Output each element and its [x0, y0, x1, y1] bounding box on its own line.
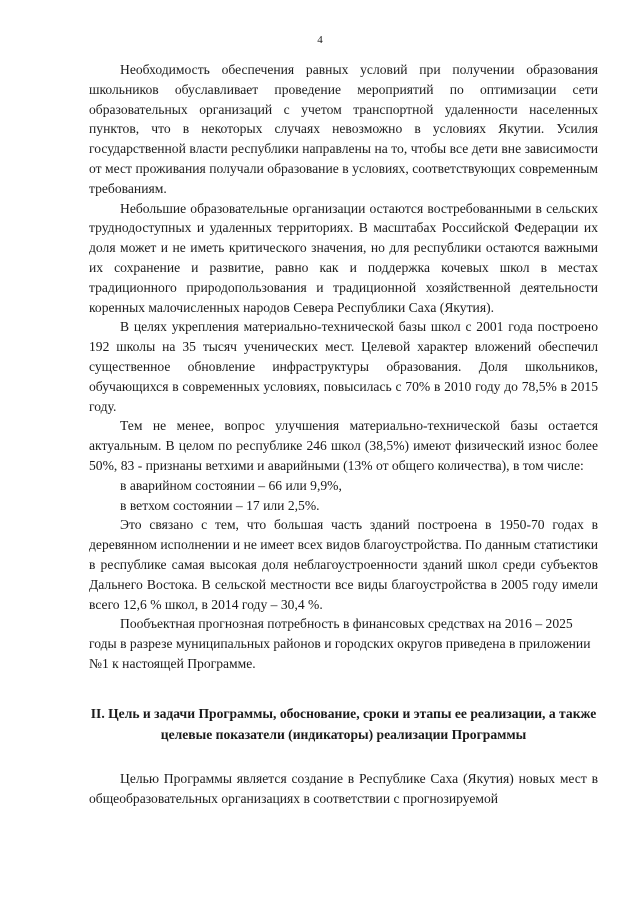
- paragraph-program-goal: Целью Программы является создание в Республике Саха (Якутия) новых мест в общеобразовательных организациях в соответствии с прогнозируемой: [89, 771, 598, 807]
- paragraph-small-schools: Небольшие образовательные организации остаются востребованными в сельских труднодоступных и удаленных территориях. В масштабах Российской Федерации их доля может и не иметь критического значения, но для республики остаются важными их сохранение и развитие, равно как и поддержка кочевых школ в местах традиционного природопользования и традиционной хозяйственной деятельности коренных малочисленных народов Севера Республики Саха (Якутия).: [89, 200, 598, 315]
- list-item-emergency: в аварийном состоянии – 66 или 9,9%,: [120, 477, 342, 493]
- paragraph-material-base: В целях укрепления материально-технической базы школ с 2001 года построено 192 школы на 35 тысяч ученических мест. Целевой характер вложений обеспечил существенное обновление инфраструктуры образования. Доля школьников, обучающихся в современных условиях, повысилась с 70% в 2010 году до 78,5% в 2015 году.: [89, 319, 598, 414]
- paragraph-financial-need: Пообъектная прогнозная потребность в финансовых средствах на 2016 – 2025 годы в разрезе муниципальных районов и городских округов приведена в приложении №1 к настоящей Программе.: [89, 616, 591, 671]
- paragraph-wear-statistics: Тем не менее, вопрос улучшения материально-технической базы остается актуальным. В целом по республике 246 школ (38,5%) имеют физический износ более 50%, 83 - признаны ветхими и аварийными (13% от общего количества), в том числе:: [89, 418, 598, 473]
- document-body: [89, 0, 598, 809]
- paragraph-equal-conditions: Необходимость обеспечения равных условий при получении образования школьников обуславливает проведение мероприятий по оптимизации сети образовательных организаций с учетом транспортной удаленности населенных пунктов, что в некоторых случаях невозможно в условиях Якутии. Усилия государственной власти республики направлены на то, чтобы все дети вне зависимости от мест проживания получали образование в условиях, соответствующих современным требованиям.: [89, 62, 598, 196]
- paragraph-buildings-history: Это связано с тем, что большая часть зданий построена в 1950-70 годах в деревянном исполнении и не имеет всех видов благоустройства. По данным статистики в республике самая высокая доля неблагоустроенности зданий школ среди субъектов Дальнего Востока. В сельской местности все виды благоустройства в 2005 году имели всего 12,6 % школ, в 2014 году – 30,4 %.: [89, 517, 598, 612]
- section-heading: II. Цель и задачи Программы, обоснование, сроки и этапы ее реализации, а также целевые показатели (индикаторы) реализации Программы: [90, 705, 597, 742]
- list-item-dilapidated: в ветхом состоянии – 17 или 2,5%.: [120, 497, 320, 513]
- page-number: 4: [317, 34, 323, 46]
